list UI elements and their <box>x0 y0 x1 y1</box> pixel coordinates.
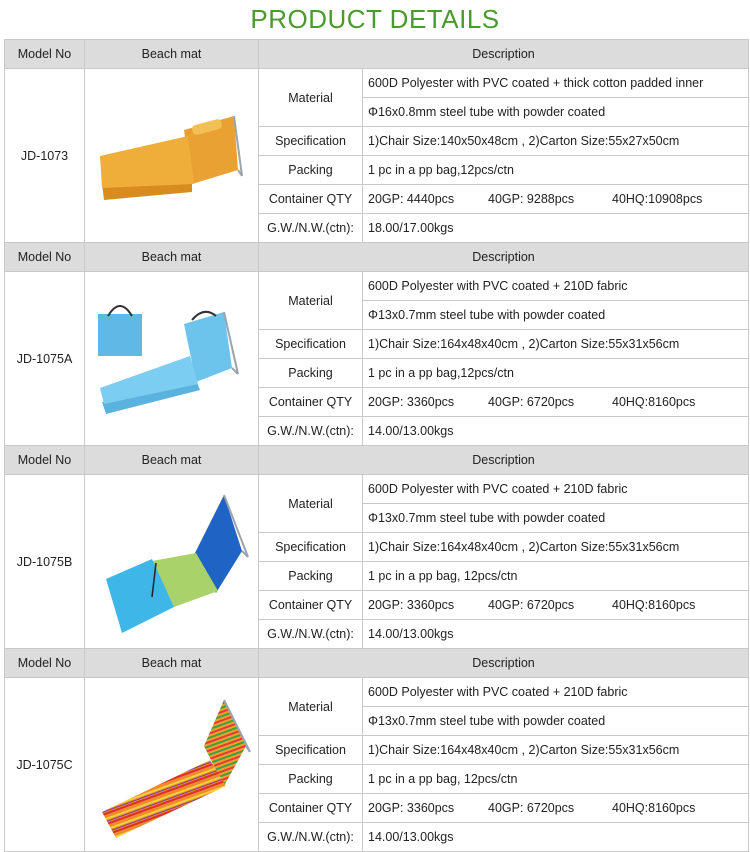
specification-value: 1)Chair Size:140x50x48cm , 2)Carton Size:55x27x50cm <box>363 127 749 156</box>
specification-label: Specification <box>259 736 363 765</box>
material-label: Material <box>259 475 363 533</box>
model-number: JD-1075C <box>5 678 85 852</box>
table-row <box>5 69 749 98</box>
container-qty-label: Container QTY <box>259 388 363 417</box>
container-qty-value <box>363 388 749 417</box>
specification-label: Specification <box>259 330 363 359</box>
tube-value: Φ13x0.7mm steel tube with powder coated <box>363 301 749 330</box>
specification-label: Specification <box>259 127 363 156</box>
weight-value: 14.00/13.00kgs <box>363 620 749 649</box>
qty-40gp: 40GP: 9288pcs <box>488 192 575 206</box>
qty-20gp: 20GP: 3360pcs <box>368 395 455 409</box>
tube-value: Φ13x0.7mm steel tube with powder coated <box>363 707 749 736</box>
weight-value: 14.00/13.00kgs <box>363 823 749 852</box>
qty-40hq: 40HQ:10908pcs <box>612 192 703 206</box>
product-image-jd-1073 <box>85 69 259 243</box>
header-description: Description <box>259 446 749 475</box>
header-beach-mat: Beach mat <box>85 446 259 475</box>
table-row <box>5 678 749 707</box>
container-qty-value <box>363 591 749 620</box>
weight-label: G.W./N.W.(ctn): <box>259 417 363 446</box>
header-description: Description <box>259 40 749 69</box>
header-model-no: Model No <box>5 446 85 475</box>
table-row <box>5 475 749 504</box>
specification-value: 1)Chair Size:164x48x40cm , 2)Carton Size:55x31x56cm <box>363 330 749 359</box>
model-number: JD-1075B <box>5 475 85 649</box>
qty-40gp: 40GP: 6720pcs <box>488 598 575 612</box>
packing-value: 1 pc in a pp bag,12pcs/ctn <box>363 359 749 388</box>
packing-label: Packing <box>259 156 363 185</box>
packing-label: Packing <box>259 765 363 794</box>
material-value: 600D Polyester with PVC coated + 210D fabric <box>363 475 749 504</box>
header-row <box>5 40 749 69</box>
material-value: 600D Polyester with PVC coated + 210D fabric <box>363 272 749 301</box>
qty-40gp: 40GP: 6720pcs <box>488 395 575 409</box>
material-label: Material <box>259 272 363 330</box>
specification-value: 1)Chair Size:164x48x40cm , 2)Carton Size:55x31x56cm <box>363 533 749 562</box>
qty-40hq: 40HQ:8160pcs <box>612 598 696 612</box>
tube-value: Φ16x0.8mm steel tube with powder coated <box>363 98 749 127</box>
header-beach-mat: Beach mat <box>85 40 259 69</box>
header-description: Description <box>259 243 749 272</box>
container-qty-label: Container QTY <box>259 591 363 620</box>
packing-value: 1 pc in a pp bag, 12pcs/ctn <box>363 765 749 794</box>
qty-20gp: 20GP: 3360pcs <box>368 801 455 815</box>
specification-value: 1)Chair Size:164x48x40cm , 2)Carton Size:55x31x56cm <box>363 736 749 765</box>
page-title: PRODUCT DETAILS <box>250 4 500 34</box>
model-number: JD-1075A <box>5 272 85 446</box>
material-value: 600D Polyester with PVC coated + 210D fabric <box>363 678 749 707</box>
header-beach-mat: Beach mat <box>85 243 259 272</box>
weight-label: G.W./N.W.(ctn): <box>259 214 363 243</box>
material-value: 600D Polyester with PVC coated + thick cotton padded inner <box>363 69 749 98</box>
header-model-no: Model No <box>5 40 85 69</box>
packing-label: Packing <box>259 359 363 388</box>
product-image-jd-1075a <box>85 272 259 446</box>
product-image-jd-1075b <box>85 475 259 649</box>
container-qty-label: Container QTY <box>259 185 363 214</box>
header-description: Description <box>259 649 749 678</box>
packing-value: 1 pc in a pp bag,12pcs/ctn <box>363 156 749 185</box>
material-label: Material <box>259 69 363 127</box>
header-row <box>5 243 749 272</box>
product-image-jd-1075c <box>85 678 259 852</box>
material-label: Material <box>259 678 363 736</box>
weight-value: 14.00/13.00kgs <box>363 417 749 446</box>
table-row <box>5 272 749 301</box>
header-row <box>5 446 749 475</box>
header-model-no: Model No <box>5 649 85 678</box>
product-table <box>4 39 749 852</box>
packing-label: Packing <box>259 562 363 591</box>
tube-value: Φ13x0.7mm steel tube with powder coated <box>363 504 749 533</box>
weight-value: 18.00/17.00kgs <box>363 214 749 243</box>
model-number: JD-1073 <box>5 69 85 243</box>
packing-value: 1 pc in a pp bag, 12pcs/ctn <box>363 562 749 591</box>
header-row <box>5 649 749 678</box>
header-model-no: Model No <box>5 243 85 272</box>
qty-40hq: 40HQ:8160pcs <box>612 395 696 409</box>
specification-label: Specification <box>259 533 363 562</box>
container-qty-value <box>363 794 749 823</box>
qty-40hq: 40HQ:8160pcs <box>612 801 696 815</box>
weight-label: G.W./N.W.(ctn): <box>259 620 363 649</box>
qty-20gp: 20GP: 4440pcs <box>368 192 455 206</box>
header-beach-mat: Beach mat <box>85 649 259 678</box>
qty-40gp: 40GP: 6720pcs <box>488 801 575 815</box>
container-qty-value <box>363 185 749 214</box>
qty-20gp: 20GP: 3360pcs <box>368 598 455 612</box>
weight-label: G.W./N.W.(ctn): <box>259 823 363 852</box>
container-qty-label: Container QTY <box>259 794 363 823</box>
